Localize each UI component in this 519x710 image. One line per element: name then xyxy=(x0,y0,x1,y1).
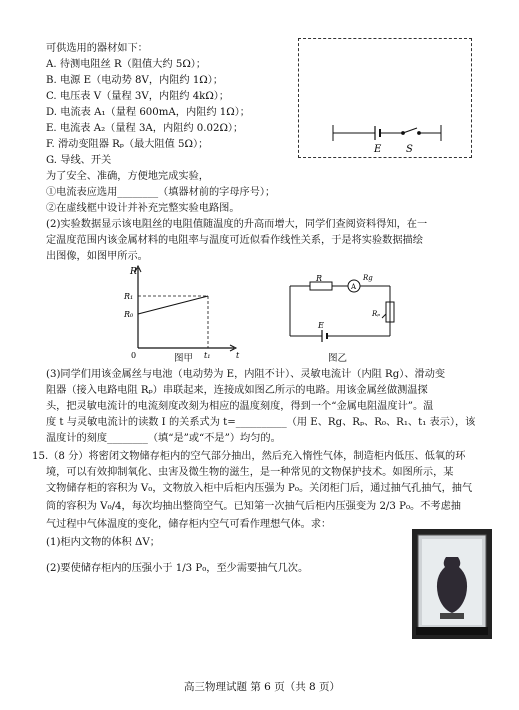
cabinet-photo xyxy=(412,529,492,639)
q15-line-3: 文物储存柜的容积为 V₀，文物放入柜中后柜内压强为 P₀。关闭柜门后，通过抽气孔抽气，抽气 xyxy=(46,483,473,494)
page-footer: 高三物理试题 第 6 页（共 8 页） xyxy=(184,681,341,693)
part3-line-4: 度 t 与灵敏电流计的读数 I 的关系式为 t=__________（用 E、Rg、Rₚ、R₀、R₁、t₁ 表示），该 xyxy=(46,417,476,428)
q15-sub-2: (2)要使储存柜内的压强小于 1/3 P₀，至少需要抽气几次。 xyxy=(46,563,309,574)
equipment-heading: 可供选用的器材如下： xyxy=(46,43,148,54)
part2-line-1: (2)实验数据显示该电阻丝的电阻值随温度的升高而增大，同学们查阅资料得知，在一 xyxy=(46,219,428,230)
graph-t1-label: t₁ xyxy=(204,351,211,360)
instruction-1: ①电流表应选用________（填器材前的字母序号）； xyxy=(46,187,276,198)
instruction-intro: 为了安全、准确，方便地完成实验， xyxy=(46,171,209,182)
part3-line-2: 阻器（接入电路电阻 Rₚ）串联起来，连接成如图乙所示的电路。用该金属丝做测温探 xyxy=(46,385,428,396)
part3-line-3: 头，把灵敏电流计的电流刻度改刻为相应的温度刻度，得到一个“金属电阻温度计”。温 xyxy=(46,401,434,412)
part2-line-2: 定温度范围内该金属材料的电阻率与温度可近似看作线性关系，于是将实验数据描绘 xyxy=(46,235,423,246)
fig-rp-label: Rₚ xyxy=(372,310,381,318)
equipment-item-c: C. 电压表 V（量程 3V，内阻约 4kΩ）； xyxy=(46,91,230,102)
instruction-2: ②在虚线框中设计并补充完整实验电路图。 xyxy=(46,203,240,214)
q15-line-4: 筒的容积为 V₀/4，每次均抽出整筒空气。已知第一次抽气后柜内压强变为 2/3 P₀。不考虑抽 xyxy=(46,501,461,512)
graph-origin: 0 xyxy=(131,351,137,360)
part3-line-5: 温度计的刻度________（填“是”或“不是”）均匀的。 xyxy=(46,433,281,444)
equipment-item-b: B. 电源 E（电动势 8V，内阻约 1Ω）； xyxy=(46,75,224,86)
fig-ammeter-label: A xyxy=(351,283,357,291)
battery-switch-circuit xyxy=(299,39,471,157)
equipment-item-d: D. 电流表 A₁（量程 600mA，内阻约 1Ω）； xyxy=(46,107,250,118)
graph-r0-label: R₀ xyxy=(124,310,134,319)
battery-label: E xyxy=(374,144,382,155)
q15-sub-1: (1)柜内文物的体积 ΔV； xyxy=(46,537,160,548)
equipment-item-g: G. 导线、开关 xyxy=(46,155,112,166)
graph-r1-label: R₁ xyxy=(124,292,134,301)
figure-yi-caption: 图乙 xyxy=(328,353,348,364)
fig-rg-label: Rg xyxy=(363,274,373,282)
graph-t-axis: t xyxy=(236,351,240,360)
q15-line-2: 境，可以有效抑制氧化、虫害及微生物的滋生，是一种常见的文物保护技术。如图所示，某 xyxy=(46,467,454,478)
circuit-design-box xyxy=(298,38,472,158)
fig-r-label: R xyxy=(316,274,323,283)
switch-label: S xyxy=(406,144,413,155)
graph-caption: 图甲 xyxy=(174,353,194,364)
graph-jia xyxy=(112,262,252,362)
part2-line-3: 出图像，如图甲所示。 xyxy=(46,251,148,262)
vase-cabinet-image xyxy=(412,529,492,639)
figure-yi xyxy=(282,272,412,352)
graph-r-axis: R xyxy=(130,267,137,277)
part3-line-1: (3)同学们用该金属丝与电池（电动势为 E，内阻不计）、灵敏电流计（内阻 Rg）、滑动变 xyxy=(46,369,446,380)
equipment-item-a: A. 待测电阻丝 R（阻值大约 5Ω）； xyxy=(46,59,207,70)
q15-line-1: 15.（8 分）将密闭文物储存柜内的空气部分抽出，然后充入惰性气体，制造柜内低压、低氧的环 xyxy=(32,451,466,462)
fig-e-label: E xyxy=(318,321,324,330)
q15-line-5: 气过程中气体温度的变化，储存柜内空气可看作理想气体。求： xyxy=(46,519,332,530)
equipment-item-f: F. 滑动变阻器 Rₚ（最大阻值 5Ω）； xyxy=(46,139,209,150)
equipment-item-e: E. 电流表 A₂（量程 3A，内阻约 0.02Ω）； xyxy=(46,123,244,134)
